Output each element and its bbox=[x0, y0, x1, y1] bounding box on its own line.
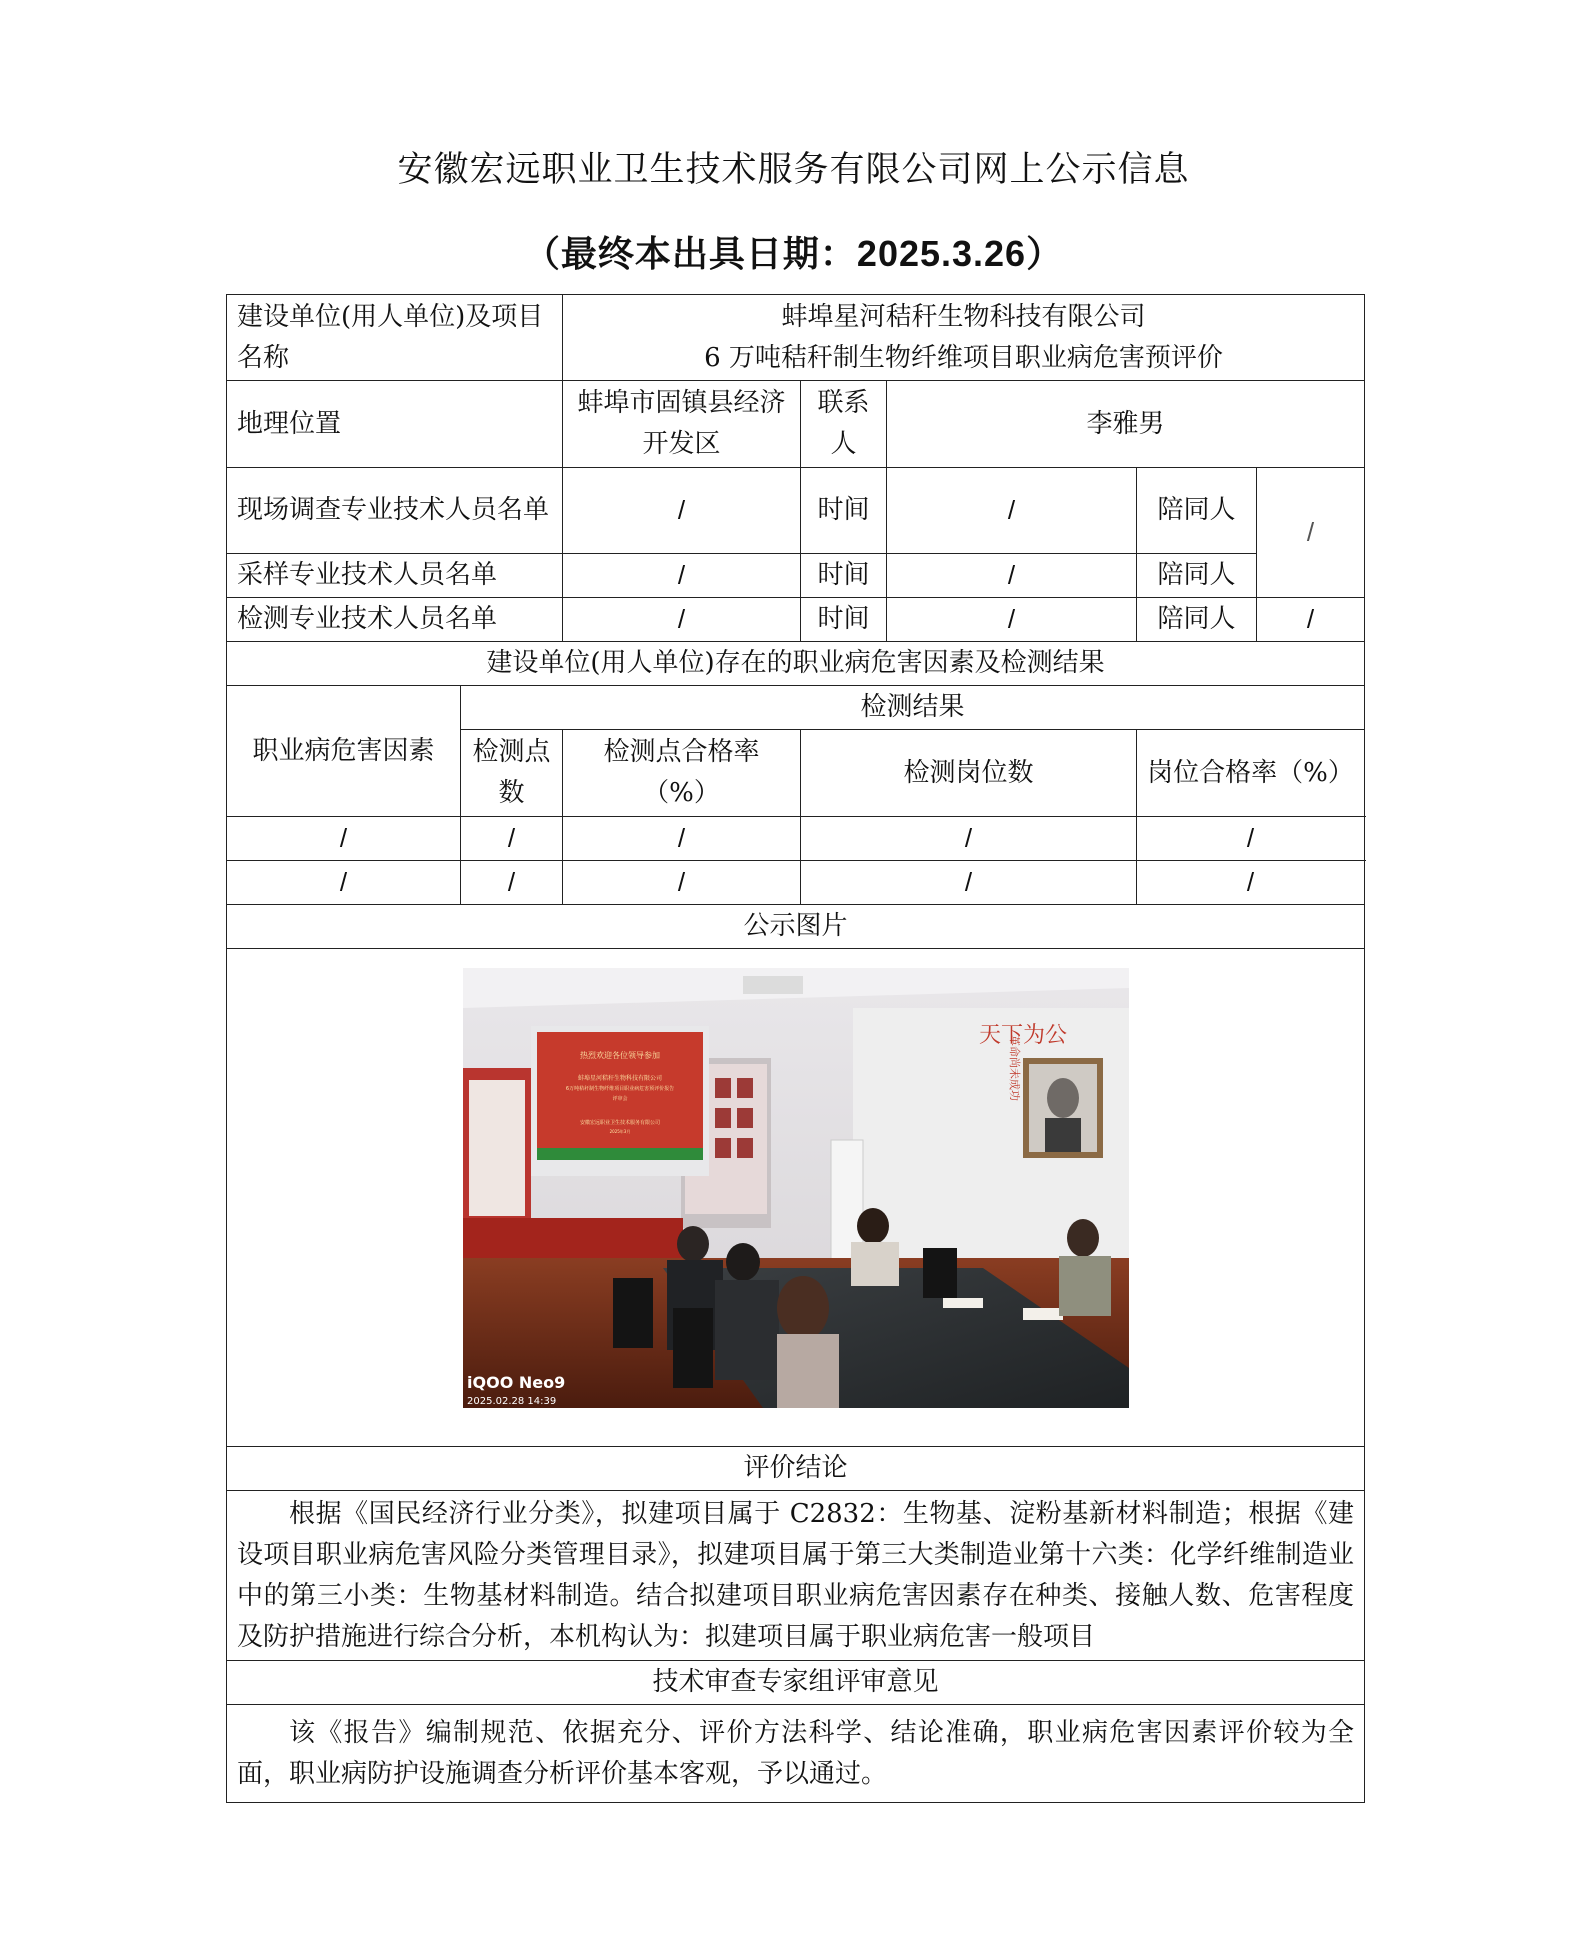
disclosure-table bbox=[226, 294, 1365, 1803]
staff-label: 采样专业技术人员名单 bbox=[227, 554, 563, 598]
photo-timestamp: 2025.02.28 14:39 bbox=[466, 1395, 556, 1407]
hazards-section-title: 建设单位(用人单位)存在的职业病危害因素及检测结果 bbox=[227, 642, 1365, 686]
location-row bbox=[227, 381, 1365, 468]
conclusion-row bbox=[227, 1491, 1365, 1661]
photo-section-title: 公示图片 bbox=[227, 905, 1365, 949]
review-text: 该《报告》编制规范、依据充分、评价方法科学、结论准确，职业病危害因素评价较为全面，职业病防护设施调查分析评价基本客观，予以通过。 bbox=[227, 1705, 1365, 1803]
table-cell: / bbox=[227, 861, 461, 905]
wall-slogan: 天下为公 bbox=[978, 1022, 1067, 1048]
time-value: / bbox=[887, 554, 1137, 598]
camera-watermark: iQOO Neo9 bbox=[466, 1372, 565, 1392]
banner-line-4: 评审会 bbox=[612, 1095, 628, 1102]
table-cell: / bbox=[563, 861, 801, 905]
photo-row bbox=[227, 949, 1365, 1447]
wall-slogan-2: 革命尚未成功 bbox=[1007, 1034, 1021, 1101]
staff-names: / bbox=[563, 554, 801, 598]
banner-line-2: 蚌埠星河秸秆生物科技有限公司 bbox=[577, 1074, 662, 1082]
project-row bbox=[227, 295, 1365, 381]
issue-date-suffix: ） bbox=[1026, 233, 1064, 275]
companion-value: / bbox=[1257, 468, 1365, 598]
column-header: 检测岗位数 bbox=[801, 730, 1137, 817]
issue-date-value: 2025.3.26 bbox=[856, 233, 1027, 274]
photo-cell bbox=[227, 949, 1365, 1447]
page-title: 安徽宏远职业卫生技术服务有限公司网上公示信息 bbox=[397, 150, 1190, 190]
table-cell: / bbox=[1137, 861, 1365, 905]
column-header: 岗位合格率（%） bbox=[1137, 730, 1365, 817]
time-label: 时间 bbox=[801, 598, 887, 642]
companion-label: 陪同人 bbox=[1137, 598, 1257, 642]
table-row bbox=[227, 817, 1365, 861]
section-header-row bbox=[227, 1447, 1365, 1491]
time-value: / bbox=[887, 468, 1137, 554]
conclusion-section-title: 评价结论 bbox=[227, 1447, 1365, 1491]
review-row bbox=[227, 1705, 1365, 1803]
issue-date-prefix: （最终本出具日期： bbox=[523, 233, 857, 275]
time-label: 时间 bbox=[801, 554, 887, 598]
location-label: 地理位置 bbox=[227, 381, 563, 468]
column-header: 检测点数 bbox=[461, 730, 563, 817]
staff-names: / bbox=[563, 598, 801, 642]
table-cell: / bbox=[461, 817, 563, 861]
table-cell: / bbox=[461, 861, 563, 905]
contact-label: 联系人 bbox=[801, 381, 887, 468]
companion-label: 陪同人 bbox=[1137, 554, 1257, 598]
column-header: 检测点合格率（%） bbox=[563, 730, 801, 817]
section-header-row bbox=[227, 642, 1365, 686]
project-value bbox=[563, 295, 1365, 381]
staff-label: 现场调查专业技术人员名单 bbox=[227, 468, 563, 554]
staff-row bbox=[227, 554, 1365, 598]
banner-line-3: 6万吨秸秆制生物纤维项目职业病危害预评价报告 bbox=[565, 1085, 674, 1092]
companion-label: 陪同人 bbox=[1137, 468, 1257, 554]
contact-value: 李雅男 bbox=[887, 381, 1365, 468]
location-value: 蚌埠市固镇县经济开发区 bbox=[563, 381, 801, 468]
section-header-row bbox=[227, 1661, 1365, 1705]
staff-row bbox=[227, 468, 1365, 554]
table-row bbox=[227, 861, 1365, 905]
table-cell: / bbox=[563, 817, 801, 861]
table-cell: / bbox=[227, 817, 461, 861]
staff-label: 检测专业技术人员名单 bbox=[227, 598, 563, 642]
issue-date bbox=[0, 226, 1587, 277]
meeting-photo bbox=[463, 968, 1129, 1408]
banner-line-6: 2025年3月 bbox=[609, 1128, 630, 1134]
section-header-row bbox=[227, 905, 1365, 949]
time-label: 时间 bbox=[801, 468, 887, 554]
banner-line-5: 安徽宏远职业卫生技术服务有限公司 bbox=[579, 1119, 660, 1126]
staff-names: / bbox=[563, 468, 801, 554]
factor-header: 职业病危害因素 bbox=[227, 686, 461, 817]
table-cell: / bbox=[1137, 817, 1365, 861]
table-cell: / bbox=[801, 817, 1137, 861]
hazards-header-row bbox=[227, 686, 1365, 730]
project-name: 6 万吨秸秆制生物纤维项目职业病危害预评价 bbox=[704, 342, 1223, 373]
review-section-title: 技术审查专家组评审意见 bbox=[227, 1661, 1365, 1705]
company-name: 蚌埠星河秸秆生物科技有限公司 bbox=[781, 301, 1146, 332]
time-value: / bbox=[887, 598, 1137, 642]
projector-icon bbox=[743, 976, 803, 994]
project-label: 建设单位(用人单位)及项目名称 bbox=[227, 295, 563, 381]
companion-value: / bbox=[1257, 598, 1365, 642]
results-header: 检测结果 bbox=[461, 686, 1365, 730]
staff-row bbox=[227, 598, 1365, 642]
banner-line-1: 热烈欢迎各位领导参加 bbox=[579, 1050, 660, 1060]
table-cell: / bbox=[801, 861, 1137, 905]
conclusion-text: 根据《国民经济行业分类》，拟建项目属于 C2832：生物基、淀粉基新材料制造；根据《建设项目职业病危害风险分类管理目录》，拟建项目属于第三大类制造业第十六类：化学纤维制造业中的第三小类：生物基材料制造。结合拟建项目职业病危害因素存在种类、接触人数、危害程度及防护措施进行综合分析，本机构认为：拟建项目属于职业病危害一般项目 bbox=[227, 1491, 1365, 1661]
